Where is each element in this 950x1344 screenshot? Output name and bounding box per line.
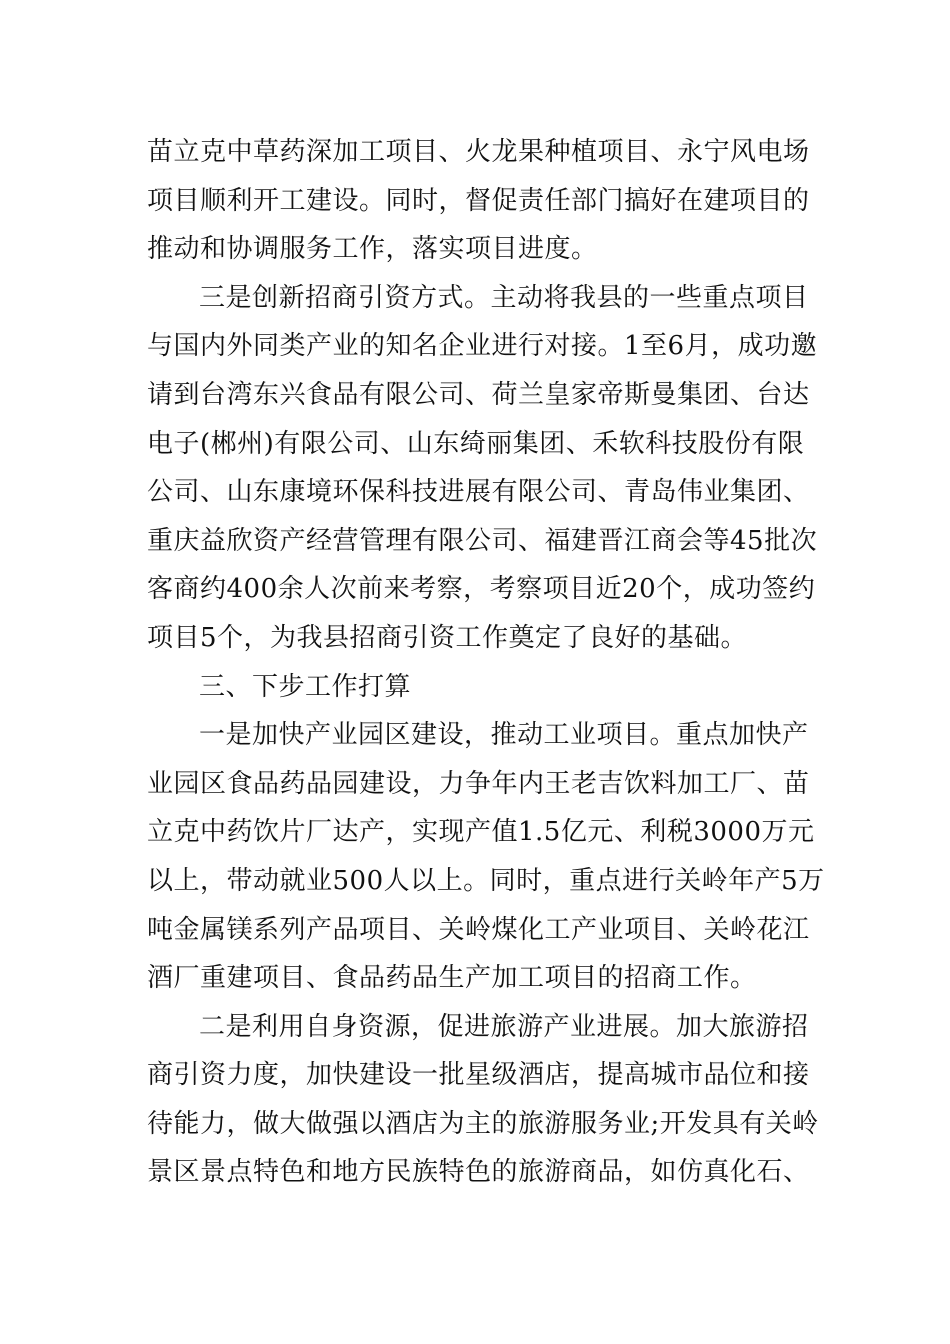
text-line: 业园区食品药品园建设，力争年内王老吉饮料加工厂、苗 [147, 768, 810, 799]
paragraph-start-line: 二是利用自身资源，促进旅游产业进展。加大旅游招 [199, 1011, 809, 1042]
text-line: 电子(郴州)有限公司、山东绮丽集团、禾软科技股份有限 [147, 428, 805, 459]
text-line: 苗立克中草药深加工项目、火龙果种植项目、永宁风电场 [147, 137, 810, 167]
text-line: 酒厂重建项目、食品药品生产加工项目的招商工作。 [147, 963, 757, 994]
text-line: 重庆益欣资产经营管理有限公司、福建晋江商会等45批次 [147, 525, 818, 556]
text-line: 与国内外同类产业的知名企业进行对接。1至6月，成功邀 [147, 331, 818, 362]
text-line: 请到台湾东兴食品有限公司、荷兰皇家帝斯曼集团、台达 [147, 379, 810, 410]
text-line: 推动和协调服务工作，落实项目进度。 [147, 234, 598, 265]
text-line: 客商约400余人次前来考察，考察项目近20个，成功签约 [147, 574, 816, 605]
text-line: 以上，带动就业500人以上。同时，重点进行关岭年产5万 [147, 865, 825, 896]
text-line: 项目顺利开工建设。同时，督促责任部门搞好在建项目的 [147, 185, 810, 216]
text-line: 立克中药饮片厂达产，实现产值1.5亿元、利税3000万元 [147, 817, 815, 848]
document-body [147, 128, 825, 1197]
text-line: 项目5个，为我县招商引资工作奠定了良好的基础。 [147, 622, 748, 653]
text-line: 待能力，做大做强以酒店为主的旅游服务业;开发具有关岭 [147, 1108, 819, 1139]
text-line: 商引资力度，加快建设一批星级酒店，提高城市品位和接 [147, 1060, 810, 1091]
text-line: 公司、山东康境环保科技进展有限公司、青岛伟业集团、 [147, 477, 810, 508]
paragraph-start-line: 一是加快产业园区建设，推动工业项目。重点加快产 [199, 720, 809, 751]
section-heading: 三、下步工作打算 [199, 671, 412, 702]
paragraph-start-line: 三是创新招商引资方式。主动将我县的一些重点项目 [199, 282, 809, 313]
text-line: 景区景点特色和地方民族特色的旅游商品，如仿真化石、 [147, 1157, 810, 1188]
text-line: 吨金属镁系列产品项目、关岭煤化工产业项目、关岭花江 [147, 914, 810, 945]
